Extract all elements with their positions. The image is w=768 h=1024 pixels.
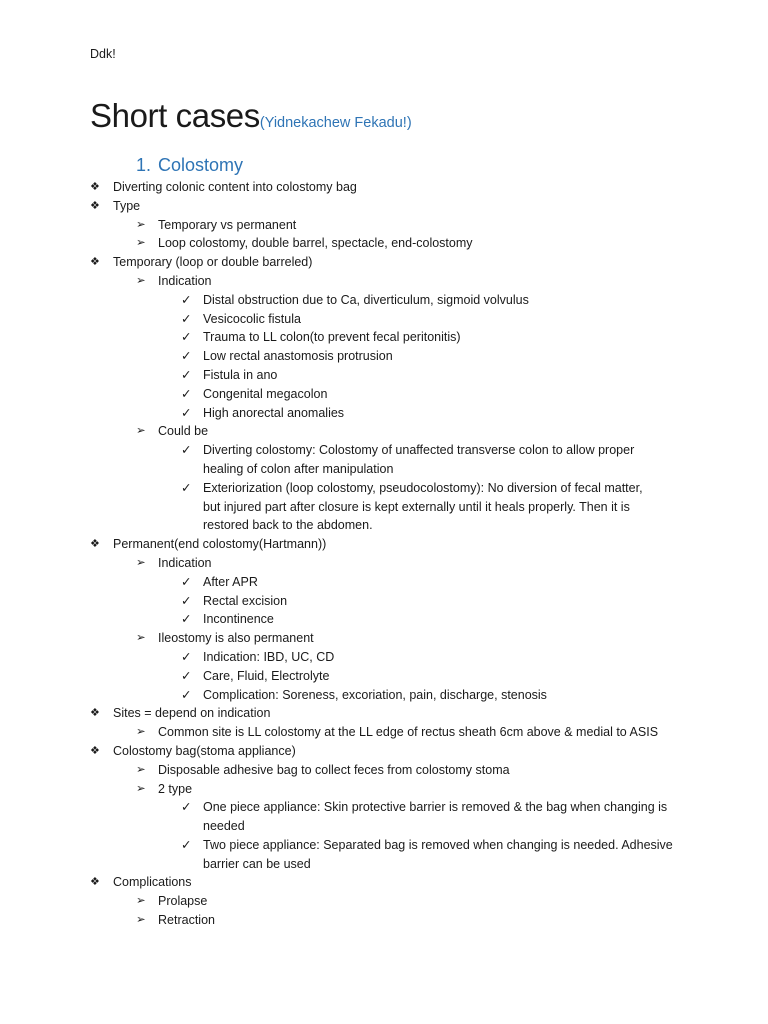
outline-item-level-3: [0, 385, 768, 404]
outline-item-level-3: [0, 686, 768, 705]
outline-text: Diverting colonic content into colostomy bag: [113, 180, 357, 194]
checkmark-bullet-icon: ✓: [181, 443, 192, 458]
outline-text: One piece appliance: Skin protective barrier is removed & the bag when changing is: [203, 800, 668, 815]
outline-text: restored back to the abdomen.: [203, 518, 373, 533]
outline-text: Loop colostomy, double barrel, spectacle, end-colostomy: [158, 236, 473, 251]
outline-continuation: [0, 855, 768, 874]
arrow-bullet-icon: ➢: [136, 274, 146, 287]
outline-text: but injured part after closure is kept externally until it heals properly. Then it is: [203, 499, 630, 514]
outline-text: Congenital megacolon: [203, 386, 328, 401]
checkmark-bullet-icon: ✓: [181, 668, 192, 683]
diamond-bullet-icon: ❖: [90, 538, 100, 551]
section-title: Colostomy: [158, 155, 244, 175]
outline-text: Complications: [113, 875, 192, 890]
outline-text: Retraction: [158, 913, 215, 928]
outline-item-level-3: [0, 648, 768, 667]
outline-item-level-3: [0, 479, 768, 498]
outline-text: barrier can be used: [203, 856, 311, 871]
outline-item-level-3: [0, 592, 768, 611]
outline-continuation: [0, 817, 768, 836]
outline-item-level-2: [0, 629, 768, 648]
outline-text: needed: [203, 819, 245, 834]
outline-item-level-2: [0, 780, 768, 799]
outline-item-level-1: [0, 742, 768, 761]
outline-text: Permanent(end colostomy(Hartmann)): [113, 537, 327, 552]
outline-text: Low rectal anastomosis protrusion: [203, 349, 393, 364]
checkmark-bullet-icon: ✓: [181, 612, 192, 627]
checkmark-bullet-icon: ✓: [181, 837, 192, 852]
checkmark-bullet-icon: ✓: [181, 292, 192, 307]
outline-item-level-3: [0, 667, 768, 686]
outline-continuation: [0, 516, 768, 535]
outline-item-level-1: [0, 873, 768, 892]
arrow-bullet-icon: ➢: [136, 237, 146, 250]
outline-list: [0, 178, 768, 930]
title-author: (Yidnekachew Fekadu!): [259, 115, 412, 131]
diamond-bullet-icon: ❖: [90, 876, 100, 889]
checkmark-bullet-icon: ✓: [181, 311, 192, 326]
outline-text: Colostomy bag(stoma appliance): [113, 743, 296, 758]
section-number: 1.: [136, 155, 152, 175]
outline-item-level-2: [0, 723, 768, 742]
outline-text: Indication: IBD, UC, CD: [203, 649, 335, 664]
outline-text: Common site is LL colostomy at the LL edge of rectus sheath 6cm above & medial to ASIS: [158, 725, 659, 740]
arrow-bullet-icon: ➢: [136, 556, 146, 569]
checkmark-bullet-icon: ✓: [181, 574, 192, 589]
outline-item-level-3: [0, 798, 768, 817]
outline-item-level-3: [0, 366, 768, 385]
checkmark-bullet-icon: ✓: [181, 687, 192, 702]
diamond-bullet-icon: ❖: [90, 707, 100, 720]
outline-text: Two piece appliance: Separated bag is removed when changing is needed. Adhesive: [203, 837, 673, 852]
checkmark-bullet-icon: ✓: [181, 349, 192, 364]
outline-text: High anorectal anomalies: [203, 405, 345, 420]
outline-text: Disposable adhesive bag to collect feces from colostomy stoma: [158, 762, 510, 777]
outline-item-level-2: [0, 422, 768, 441]
outline-text: Distal obstruction due to Ca, diverticulum, sigmoid volvulus: [203, 292, 529, 307]
outline-text: Indication: [158, 273, 212, 288]
outline-item-level-3: [0, 310, 768, 329]
outline-text: Rectal excision: [203, 593, 288, 608]
outline-item-level-1: [0, 704, 768, 723]
checkmark-bullet-icon: ✓: [181, 800, 192, 815]
outline-item-level-1: [0, 253, 768, 272]
outline-text: Prolapse: [158, 894, 208, 909]
outline-item-level-1: [0, 535, 768, 554]
page-header: Ddk!: [90, 47, 116, 61]
checkmark-bullet-icon: ✓: [181, 386, 192, 401]
outline-continuation: [0, 498, 768, 517]
outline-item-level-2: [0, 892, 768, 911]
outline-text: Temporary vs permanent: [158, 217, 297, 232]
checkmark-bullet-icon: ✓: [181, 330, 192, 345]
outline-text: Sites = depend on indication: [113, 706, 271, 721]
outline-text: healing of colon after manipulation: [203, 461, 394, 476]
outline-item-level-2: [0, 554, 768, 573]
checkmark-bullet-icon: ✓: [181, 593, 192, 608]
checkmark-bullet-icon: ✓: [181, 649, 192, 664]
arrow-bullet-icon: ➢: [136, 914, 146, 927]
diamond-bullet-icon: ❖: [90, 199, 100, 212]
outline-text: Type: [113, 198, 141, 213]
outline-text: Complication: Soreness, excoriation, pain, discharge, stenosis: [203, 687, 547, 702]
arrow-bullet-icon: ➢: [136, 632, 146, 645]
outline-text: Diverting colostomy: Colostomy of unaffected transverse colon to allow proper: [203, 443, 635, 458]
outline-item-level-2: [0, 272, 768, 291]
outline-item-level-2: [0, 761, 768, 780]
outline-item-level-3: [0, 291, 768, 310]
outline-item-level-2: [0, 234, 768, 253]
page-title: [90, 96, 412, 136]
outline-text: Exteriorization (loop colostomy, pseudocolostomy): No diversion of fecal matter,: [203, 480, 643, 495]
arrow-bullet-icon: ➢: [136, 895, 146, 908]
outline-item-level-3: [0, 610, 768, 629]
outline-text: Temporary (loop or double barreled): [113, 255, 313, 270]
diamond-bullet-icon: ❖: [90, 181, 100, 193]
outline-item-level-3: [0, 347, 768, 366]
outline-text: Ileostomy is also permanent: [158, 631, 314, 646]
outline-item-level-3: [0, 441, 768, 460]
outline-text: Incontinence: [203, 612, 274, 627]
checkmark-bullet-icon: ✓: [181, 367, 192, 382]
title-main: Short cases: [90, 97, 260, 134]
outline-continuation: [0, 460, 768, 479]
outline-text: Vesicocolic fistula: [203, 311, 301, 326]
arrow-bullet-icon: ➢: [136, 425, 146, 438]
outline-text: Indication: [158, 555, 212, 570]
outline-item-level-2: [0, 911, 768, 930]
checkmark-bullet-icon: ✓: [181, 405, 192, 420]
outline-text: Care, Fluid, Electrolyte: [203, 668, 330, 683]
diamond-bullet-icon: ❖: [90, 256, 100, 269]
outline-text: Trauma to LL colon(to prevent fecal peritonitis): [203, 330, 461, 345]
arrow-bullet-icon: ➢: [136, 763, 146, 776]
arrow-bullet-icon: ➢: [136, 782, 146, 795]
diamond-bullet-icon: ❖: [90, 744, 100, 757]
checkmark-bullet-icon: ✓: [181, 480, 192, 495]
outline-item-level-2: [0, 216, 768, 235]
outline-item-level-1: [0, 178, 768, 197]
outline-item-level-3: [0, 573, 768, 592]
outline-item-level-3: [0, 328, 768, 347]
outline-text: 2 type: [158, 781, 193, 796]
outline-item-level-3: [0, 836, 768, 855]
arrow-bullet-icon: ➢: [136, 726, 146, 739]
outline-text: Fistula in ano: [203, 367, 278, 382]
section-heading: [136, 153, 243, 177]
arrow-bullet-icon: ➢: [136, 218, 146, 231]
outline-text: Could be: [158, 424, 209, 439]
outline-item-level-1: [0, 197, 768, 216]
outline-item-level-3: [0, 404, 768, 423]
outline-text: After APR: [203, 574, 258, 589]
